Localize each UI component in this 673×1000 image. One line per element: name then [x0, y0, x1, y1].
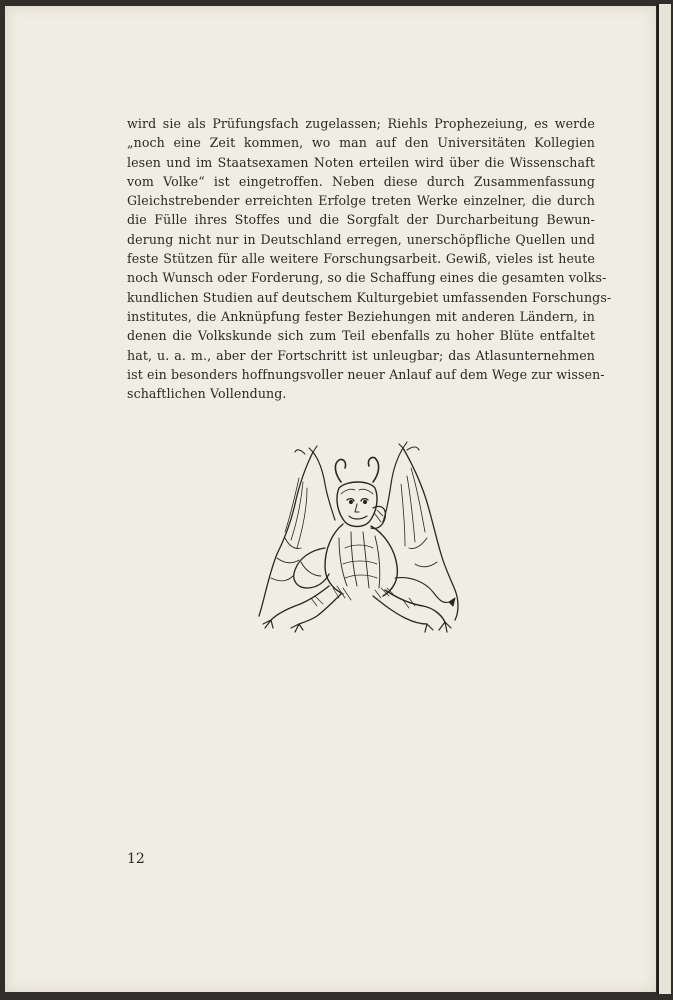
text-line: lesen und im Staatsexamen Noten erteilen wird über die Wissenschaft — [127, 154, 595, 170]
text-line: Gleichstrebender erreichten Erfolge treten Werke einzelner, die durch — [127, 193, 595, 209]
text-line: „noch eine Zeit kommen, wo man auf den Universitäten Kollegien — [127, 135, 595, 151]
text-line: vom Volke“ ist eingetroffen. Neben diese durch Zusammenfassung — [127, 173, 595, 189]
text-line: schaftlichen Vollendung. — [127, 386, 287, 402]
text-line: wird sie als Prüfungsfach zugelassen; Riehls Prophezeiung, es werde — [127, 116, 595, 131]
facing-page-edge — [657, 4, 671, 994]
text-line: derung nicht nur in Deutschland erregen, unerschöpfliche Quellen und — [127, 231, 595, 247]
text-line: die Fülle ihres Stoffes und die Sorgfalt der Durcharbeitung Bewun- — [127, 212, 595, 228]
text-line: feste Stützen für alle weitere Forschungsarbeit. Gewiß, vieles ist heute — [127, 251, 595, 267]
page-number: 12 — [127, 851, 145, 867]
text-line: ist ein besonders hoffnungsvoller neuer Anlauf auf dem Wege zur wissen- — [127, 366, 605, 382]
text-line: hat, u. a. m., aber der Fortschritt ist unleugbar; das Atlasunternehmen — [127, 347, 595, 363]
text-line: institutes, die Anknüpfung fester Beziehungen mit anderen Ländern, in — [127, 308, 595, 324]
text-line: denen die Volkskunde sich zum Teil ebenfalls zu hoher Blüte entfaltet — [127, 328, 595, 344]
text-line: noch Wunsch oder Forderung, so die Schaffung eines die gesamten volks- — [127, 270, 607, 286]
demon-illustration — [255, 438, 465, 634]
text-line: kundlichen Studien auf deutschem Kulturgebiet umfassenden Forschungs- — [127, 289, 612, 305]
body-paragraph — [127, 114, 612, 403]
